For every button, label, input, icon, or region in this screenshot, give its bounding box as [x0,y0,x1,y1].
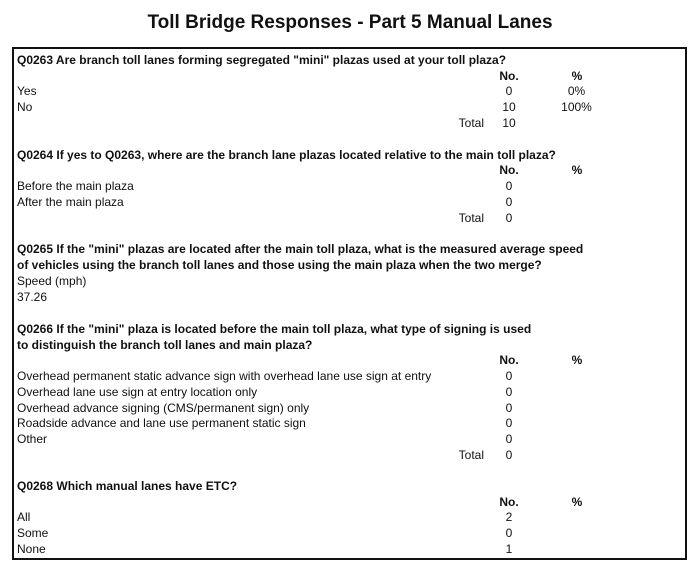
answer-label: Yes [17,84,37,98]
question-q0266-continued: to distinguish the branch toll lanes and main plaza? [17,338,313,352]
column-header-percent: % [571,69,583,83]
total-label: Total [458,211,484,225]
answer-count: 0 [505,526,513,540]
column-header-no: No. [499,495,519,509]
answer-label: Overhead lane use sign at entry location only [17,385,258,399]
speed-value: 37.26 [17,290,48,304]
answer-count: 0 [505,432,513,446]
answer-label: Overhead advance signing (CMS/permanent sign) only [17,401,310,415]
speed-label: Speed (mph) [17,274,87,288]
answer-percent: 0% [567,84,586,98]
total-count: 0 [505,211,513,225]
answer-label: Overhead permanent static advance sign with overhead lane use sign at entry [17,369,432,383]
answer-count: 10 [502,100,516,114]
answer-count: 0 [505,369,513,383]
column-header-percent: % [571,163,583,177]
column-header-percent: % [571,495,583,509]
answer-label: Roadside advance and lane use permanent static sign [17,416,306,430]
answer-percent: 100% [561,100,592,114]
answer-count: 0 [505,84,513,98]
answer-count: 0 [505,416,513,430]
question-q0264: Q0264 If yes to Q0263, where are the branch lane plazas located relative to the main toll plaza? [17,148,556,162]
answer-label: All [17,510,31,524]
answer-count: 1 [505,542,513,556]
answer-label: Some [17,526,49,540]
answer-count: 0 [505,195,513,209]
column-header-no: No. [499,353,519,367]
answer-label: Other [17,432,48,446]
question-q0265-continued: of vehicles using the branch toll lanes and those using the main plaza when the two merge? [17,258,542,272]
question-q0268: Q0268 Which manual lanes have ETC? [17,479,238,493]
column-header-no: No. [499,69,519,83]
survey-table [12,47,687,560]
answer-label: After the main plaza [17,195,124,209]
answer-count: 2 [505,510,513,524]
total-label: Total [458,116,484,130]
total-count: 0 [505,448,513,462]
column-header-no: No. [499,163,519,177]
answer-label: No [17,100,33,114]
page-title: Toll Bridge Responses - Part 5 Manual Lanes [147,12,553,33]
answer-count: 0 [505,179,513,193]
answer-count: 0 [505,401,513,415]
answer-label: Before the main plaza [17,179,134,193]
answer-label: None [17,542,46,556]
column-header-percent: % [571,353,583,367]
answer-count: 0 [505,385,513,399]
total-count: 10 [502,116,516,130]
question-q0265: Q0265 If the "mini" plazas are located after the main toll plaza, what is the measured average speed [17,242,584,256]
question-q0266: Q0266 If the "mini" plaza is located before the main toll plaza, what type of signing is used [17,322,532,336]
total-label: Total [458,448,484,462]
question-q0263: Q0263 Are branch toll lanes forming segregated "mini" plazas used at your toll plaza? [17,53,507,67]
